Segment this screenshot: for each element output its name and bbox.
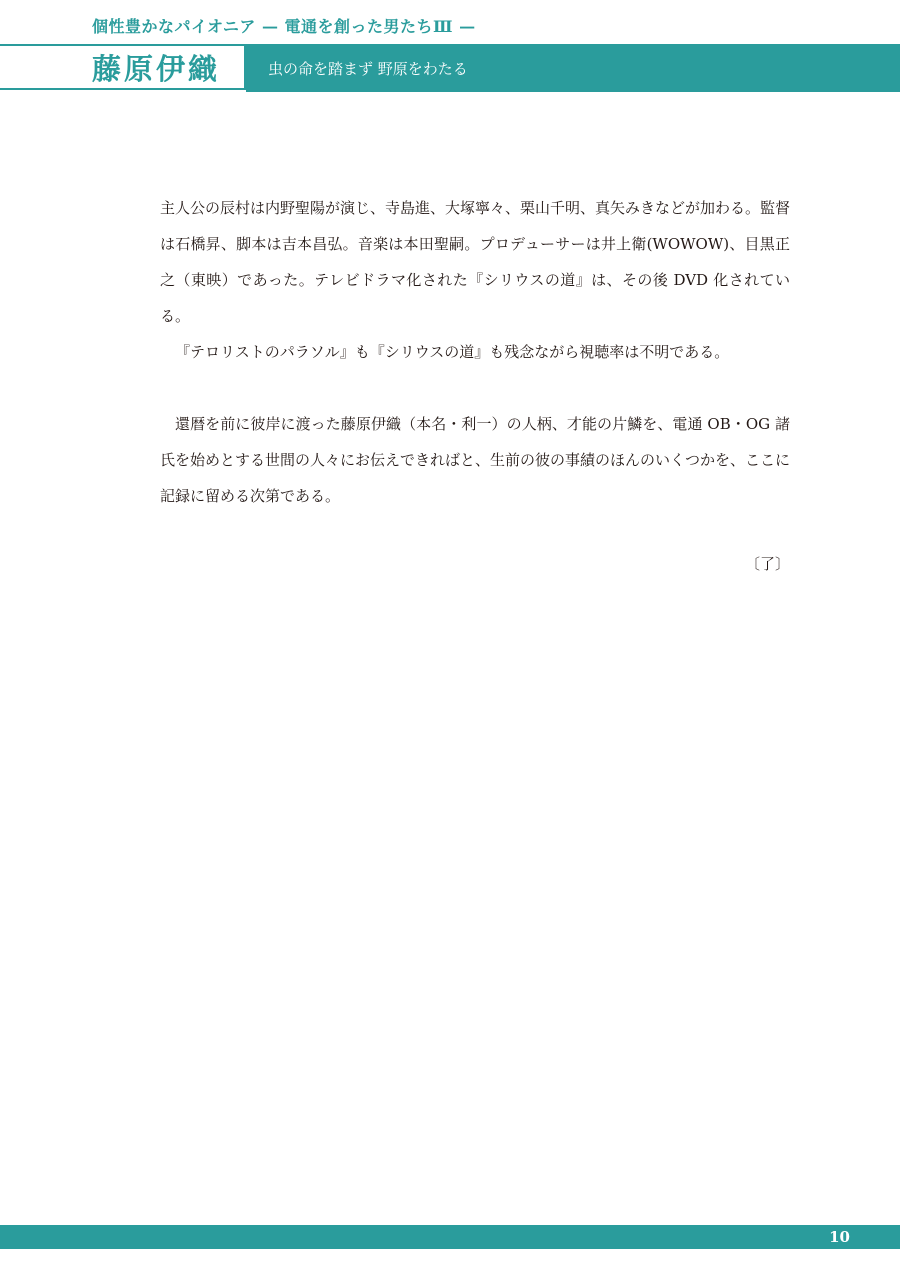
paragraph-closing: 還暦を前に彼岸に渡った藤原伊織（本名・利一）の人柄、才能の片鱗を、電通 OB・OG 諸氏を始めとする世間の人々にお伝えできればと、生前の彼の事績のほんのいくつかを、ここに記録に留める次第である。 <box>160 415 791 505</box>
page-number: 10 <box>829 1228 850 1246</box>
end-mark: 〔了〕 <box>744 555 790 573</box>
author-name: 藤原伊織 <box>92 52 221 86</box>
paragraph-spacer <box>160 370 790 406</box>
paragraph-drama-credits: 主人公の辰村は内野聖陽が演じ、寺島進、大塚寧々、栗山千明、真矢みきなどが加わる。監督は石橋昇、脚本は吉本昌弘。音楽は本田聖嗣。プロデューサーは井上衛(WOWOW)、目黒正之（東映）であった。テレビドラマ化された『シリウスの道』は、その後 DVD 化されている。 <box>160 199 791 325</box>
paragraph-ratings: 『テロリストのパラソル』も『シリウスの道』も残念ながら視聴率は不明である。 <box>175 343 730 361</box>
chapter-subtitle: 虫の命を踏まず 野原をわたる <box>268 60 468 78</box>
series-title: 個性豊かなパイオニア — 電通を創った男たちⅢ — <box>92 17 476 36</box>
body-text <box>160 190 790 514</box>
footer-bar <box>0 1225 900 1249</box>
